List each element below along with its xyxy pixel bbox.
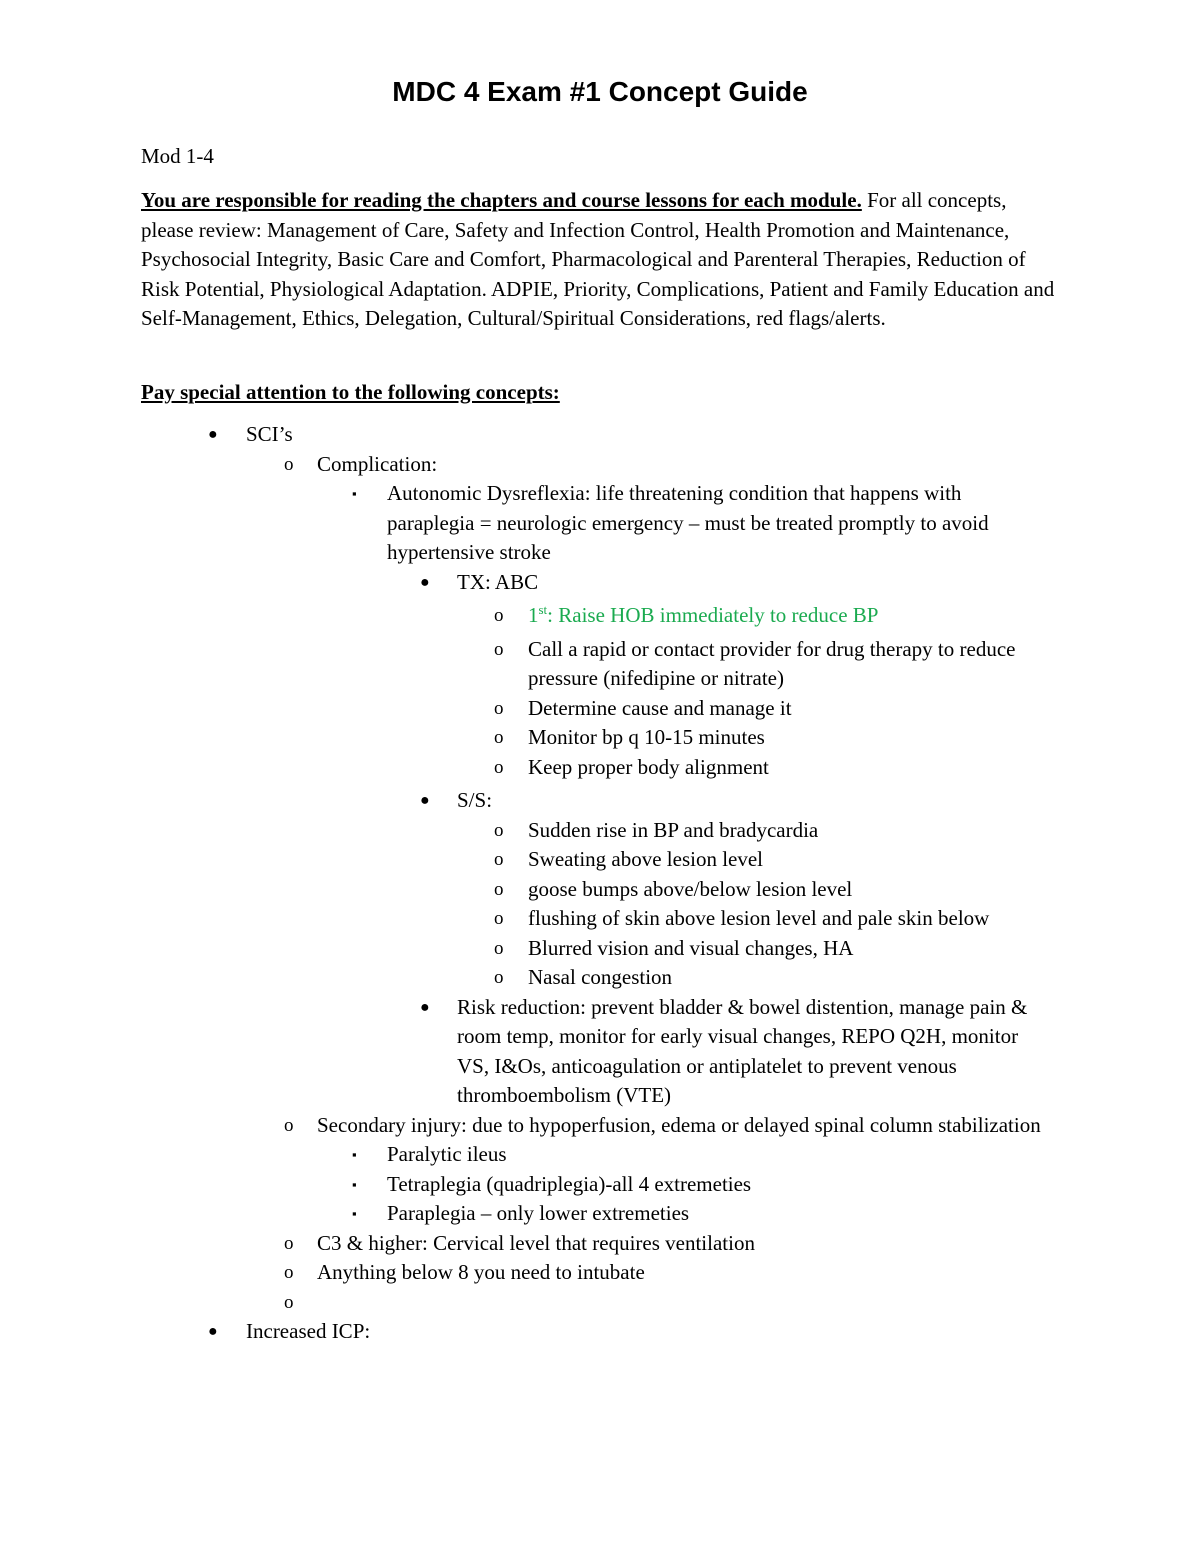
intro-text: For all concepts, please review: Management of Care, Safety and Infection Control, Health Promotion and Maintenance, Psychosocial Integrity, Basic Care and Comfort, Pharmacological and Parenteral Therapies, Reduction of Risk Potential, Physiological Adaptation. ADPIE, Priority, Complications, Patient and Family Education and Self-Management, Ethics, Delegation, Cultural/Spiritual Considerations, red flags/alerts.	[141, 188, 1055, 330]
square-marker: ▪	[352, 486, 357, 501]
item-text: Risk reduction: prevent bladder & bowel distention, manage pain & room temp, monitor for early visual changes, REPO Q2H, monitor VS, I&Os, anticoagulation or antiplatelet to prevent venous thromboembolism (VTE)	[457, 994, 1028, 1107]
list-item	[0, 635, 1058, 694]
bullet-marker: ●	[420, 792, 430, 809]
circle-marker: o	[494, 967, 504, 988]
item-text: Secondary injury: due to hypoperfusion, edema or delayed spinal column stabilization	[317, 1112, 1041, 1137]
circle-marker: o	[494, 908, 504, 929]
list-item	[0, 420, 1046, 450]
item-text: Tetraplegia (quadriplegia)-all 4 extremeties	[387, 1171, 752, 1196]
list-item	[0, 875, 1058, 905]
list-item	[0, 1317, 1046, 1347]
list-item	[0, 816, 1058, 846]
bullet-marker: ●	[208, 1323, 218, 1340]
item-text: C3 & higher: Cervical level that requires ventilation	[317, 1230, 755, 1255]
list-item	[0, 723, 1058, 753]
list-item	[0, 450, 1047, 480]
square-marker: ▪	[352, 1147, 357, 1162]
list-item	[0, 904, 1058, 934]
bullet-marker: ●	[208, 426, 218, 443]
list-item	[0, 963, 1058, 993]
item-text: flushing of skin above lesion level and pale skin below	[528, 906, 990, 930]
circle-marker: o	[494, 756, 504, 778]
item-text: Keep proper body alignment	[528, 754, 769, 779]
item-text: Sudden rise in BP and bradycardia	[528, 817, 819, 842]
list-item	[0, 845, 1058, 875]
item-text: Sweating above lesion level	[528, 847, 764, 871]
list-item-empty	[0, 1288, 1047, 1318]
item-text: Determine cause and manage it	[528, 695, 792, 720]
list-item	[0, 1140, 1047, 1170]
item-text: Autonomic Dysreflexia: life threatening condition that happens with paraplegia = neurologic emergency – must be treated promptly to avoid hypertensive stroke	[387, 481, 989, 564]
item-text: goose bumps above/below lesion level	[528, 876, 853, 901]
list-item	[0, 1111, 1047, 1141]
bullet-marker: ●	[420, 998, 430, 1016]
item-text: Increased ICP:	[246, 1319, 371, 1343]
page-title: MDC 4 Exam #1 Concept Guide	[392, 76, 808, 107]
circle-marker: o	[494, 937, 504, 959]
circle-marker: o	[494, 878, 504, 900]
circle-marker: o	[494, 697, 504, 719]
item-text: Anything below 8 you need to intubate	[317, 1260, 645, 1284]
circle-marker: o	[494, 819, 504, 841]
item-text: SCI’s	[246, 422, 293, 446]
circle-marker: o	[494, 605, 504, 626]
list-item	[0, 1258, 1047, 1288]
item-text: S/S:	[457, 788, 493, 812]
bullet-marker: ●	[420, 573, 430, 591]
list-item	[0, 993, 1052, 1111]
item-text: Monitor bp q 10-15 minutes	[528, 725, 765, 749]
list-item	[0, 694, 1058, 724]
circle-marker: o	[284, 1114, 294, 1136]
list-item	[0, 568, 1052, 598]
list-item	[0, 753, 1058, 783]
list-item	[0, 1170, 1047, 1200]
special-heading: Pay special attention to the following concepts:	[141, 380, 560, 404]
circle-marker: o	[494, 638, 504, 660]
circle-marker: o	[284, 1291, 294, 1313]
square-marker: ▪	[352, 1206, 357, 1221]
list-item	[0, 601, 1058, 631]
circle-marker: o	[284, 1232, 294, 1254]
circle-marker: o	[494, 727, 504, 748]
intro-bold: You are responsible for reading the chapters and course lessons for each module.	[141, 188, 862, 212]
item-text: Nasal congestion	[528, 965, 673, 989]
priority-action-text: 1st: Raise HOB immediately to reduce BP	[528, 602, 879, 627]
item-text: Paraplegia – only lower extremeties	[387, 1201, 690, 1225]
circle-marker: o	[284, 1262, 294, 1283]
concept-outline	[0, 420, 1200, 1347]
list-item	[0, 1199, 1047, 1229]
item-text: Blurred vision and visual changes, HA	[528, 935, 854, 960]
list-item	[0, 1229, 1047, 1259]
circle-marker: o	[494, 849, 504, 870]
list-item	[0, 479, 1047, 568]
list-item	[0, 786, 1052, 816]
module-label: Mod 1-4	[141, 144, 214, 168]
item-text: TX: ABC	[457, 569, 539, 594]
item-text: Paralytic ileus	[387, 1142, 507, 1166]
intro-paragraph	[141, 186, 1061, 334]
circle-marker: o	[284, 453, 294, 475]
list-item	[0, 934, 1058, 964]
item-text: Complication:	[317, 451, 438, 476]
square-marker: ▪	[352, 1176, 357, 1192]
item-text: Call a rapid or contact provider for drug therapy to reduce pressure (nifedipine or nitrate)	[528, 636, 1016, 690]
